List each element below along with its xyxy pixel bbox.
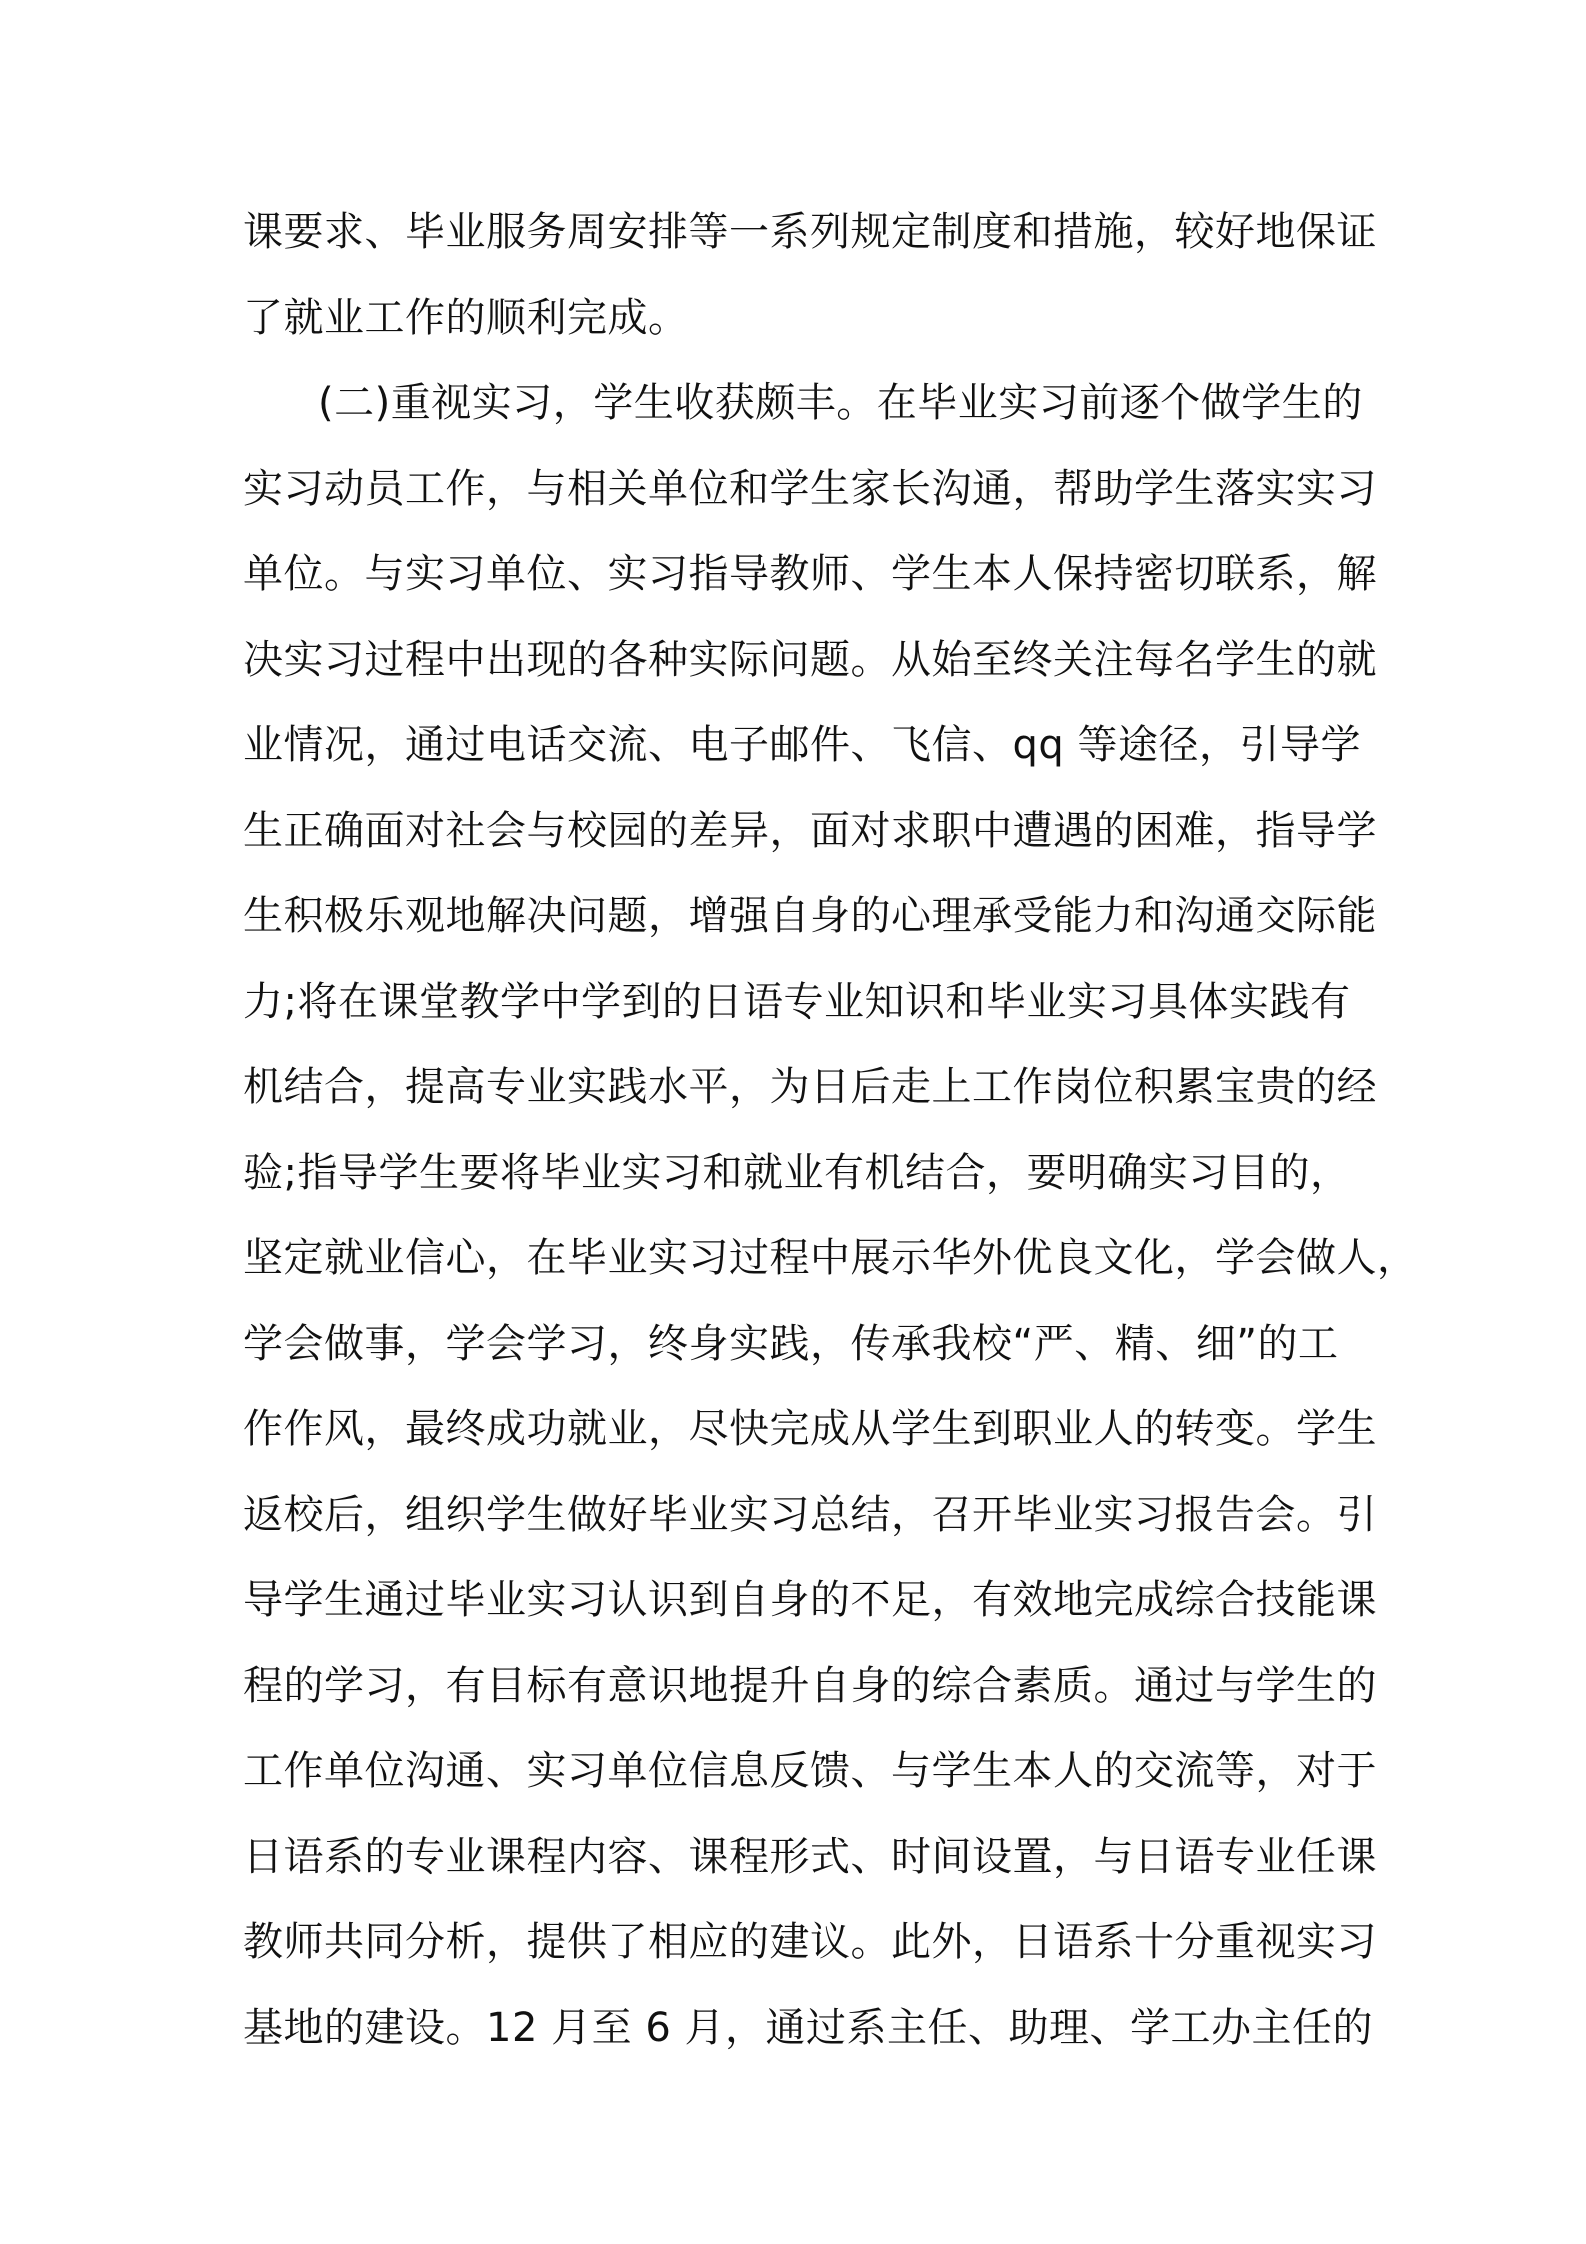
body-text: [243, 190, 1418, 2071]
text-line: 坚定就业信心，在毕业实习过程中展示华外优良文化，学会做人，: [243, 1235, 1418, 1281]
text-line: 基地的建设。12 月至 6 月，通过系主任、助理、学工办主任的: [243, 2004, 1373, 2051]
text-line: 机结合，提高专业实践水平，为日后走上工作岗位积累宝贵的经: [243, 1064, 1377, 1110]
paragraph-start-line: (二)重视实习，学生收获颇丰。在毕业实习前逐个做学生的: [318, 380, 1363, 426]
text-line: 验;指导学生要将毕业实习和就业有机结合，要明确实习目的，: [243, 1149, 1351, 1196]
text-line: 生正确面对社会与校园的差异，面对求职中遭遇的困难，指导学: [243, 807, 1377, 854]
text-line: 了就业工作的顺利完成。: [243, 294, 689, 341]
text-line: 教师共同分析，提供了相应的建议。此外，日语系十分重视实习: [243, 1919, 1377, 1965]
text-line: 返校后，组织学生做好毕业实习总结，召开毕业实习报告会。引: [243, 1491, 1377, 1538]
text-line: 作作风，最终成功就业，尽快完成从学生到职业人的转变。学生: [243, 1406, 1377, 1452]
text-line: 导学生通过毕业实习认识到自身的不足，有效地完成综合技能课: [243, 1577, 1377, 1623]
text-line: 日语系的专业课程内容、课程形式、时间设置，与日语专业任课: [243, 1833, 1377, 1880]
text-line: 工作单位沟通、实习单位信息反馈、与学生本人的交流等，对于: [243, 1748, 1377, 1794]
text-line: 学会做事，学会学习，终身实践，传承我校“严、精、细”的工: [243, 1320, 1339, 1367]
text-line: 业情况，通过电话交流、电子邮件、飞信、qq 等途径，引导学: [243, 722, 1361, 768]
text-line: 生积极乐观地解决问题，增强自身的心理承受能力和沟通交际能: [243, 893, 1377, 939]
text-line: 决实习过程中出现的各种实际问题。从始至终关注每名学生的就: [243, 636, 1377, 683]
text-line: 单位。与实习单位、实习指导教师、学生本人保持密切联系，解: [243, 551, 1377, 597]
text-line: 课要求、毕业服务周安排等一系列规定制度和措施，较好地保证: [243, 209, 1377, 255]
text-line: 实习动员工作，与相关单位和学生家长沟通，帮助学生落实实习: [243, 465, 1377, 512]
text-line: 力;将在课堂教学中学到的日语专业知识和毕业实习具体实践有: [243, 978, 1351, 1025]
text-line: 程的学习，有目标有意识地提升自身的综合素质。通过与学生的: [243, 1662, 1377, 1709]
